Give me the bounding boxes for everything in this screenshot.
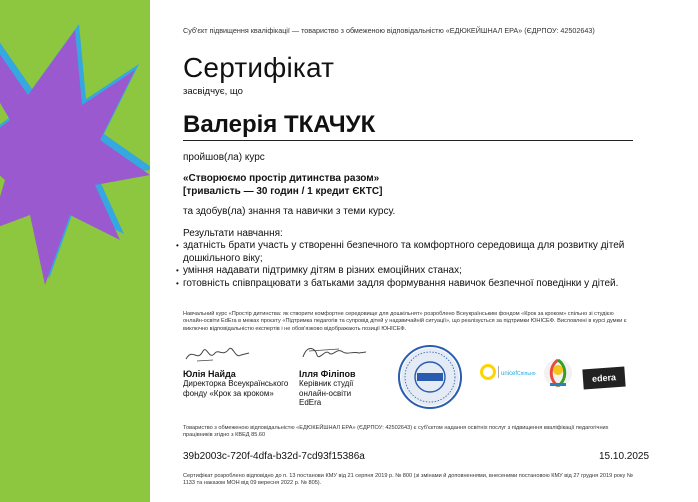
signature-block-filipov [299,343,369,408]
provider-line: Суб'єкт підвищення кваліфікації — товариство з обмеженою відповідальністю «ЕДЮКЕЙШНАЛ ЕРА» (ЄДРПОУ: 42502643) [183,26,595,35]
edera-logo: edera [582,367,625,390]
passed-course-text: пройшов(ла) курс [183,152,265,163]
course-note: Навчальний курс «Простір дитинства: як створити комфортне середовище для дошкільнят» розроблено Всеукраїнським фондом «Крок за кроком» спільно зі студією онлайн-освіти EdEra в межах проєкту «Підтримка педагогів та супровід дітей у надзвичайній ситуації», що реалізується за підтримки ЮНІСЕФ. Висловлені в курсі думки є виключно відповідальністю експертів і не обов'язково відображають позиції ЮНІСЕФ. [183,311,627,332]
list-item: • здатність брати участь у створенні безпечного та комфортного середовища для розвитку дітей дошкільного віку; [183,240,633,265]
signatory-role: фонду «Крок за кроком» [183,388,274,398]
name-underline [183,140,633,141]
signatory-role: Директорка Всеукраїнського [183,379,289,388]
course-duration: [тривалість — 30 годин / 1 кредит ЄКТС] [183,186,383,197]
signatory-name: Ілля Філіпов [299,369,356,379]
results-title: Результати навчання: [183,228,283,239]
certifies-text: засвідчує, що [183,86,243,97]
signatory-name: Юлія Найда [183,369,236,379]
signature-icon [183,343,253,365]
unicef-text: unicef [501,371,518,377]
certificate-title: Сертифікат [183,52,335,83]
certificate-code: 39b2003c-720f-4dfa-b32d-7cd93f15386a [183,451,365,462]
official-seal-icon [397,344,463,410]
gained-text: та здобув(ла) знання та навички з теми курсу. [183,206,396,217]
results-list [183,240,633,290]
signatory-role: Керівник студії [299,379,354,388]
list-item: • готовність співпрацювати з батьками задля формування навичок безпечної поведінки у дітей. [183,278,633,291]
signatory-role: онлайн-освіти [299,388,352,398]
legal-text: Товариство з обмеженою відповідальністю «ЕДЮКЕЙШНАЛ ЕРА» (ЄДРПОУ: 42502643) є суб'єктом надання освітніх послуг з підвищення кваліфікації педагогічних працівників згідно з КВЕД 85.60 [183,425,609,439]
unicef-logo-icon [479,362,537,382]
step-by-step-logo-icon [541,356,575,390]
footer-text: Сертифікат розроблено відповідно до п. 13 постанови КМУ від 21 серпня 2019 р. № 800 (зі змінами й доповненнями, внесеними постановою КМУ від 27 грудня 2019 року № 1133 та наказом МОН від 09 вересня 2022 р. № 805). [183,473,633,487]
course-title: «Створюємо простір дитинства разом» [183,173,380,184]
signature-icon [299,343,369,365]
course-block [183,172,382,198]
issue-date: 15.10.2025 [599,451,650,462]
recipient-name: Валерія ТКАЧУК [183,111,376,138]
decorative-sidebar [0,0,150,502]
signature-block-naida [183,343,288,398]
list-item: • уміння надавати підтримку дітям в різних емоційних станах; [183,265,633,278]
unicef-logo [479,362,537,387]
star-burst-icon [0,0,150,502]
unicef-partner-text: Спільно [517,371,536,377]
certificate-body [183,0,650,502]
signatory-role: EdEra [299,398,322,407]
